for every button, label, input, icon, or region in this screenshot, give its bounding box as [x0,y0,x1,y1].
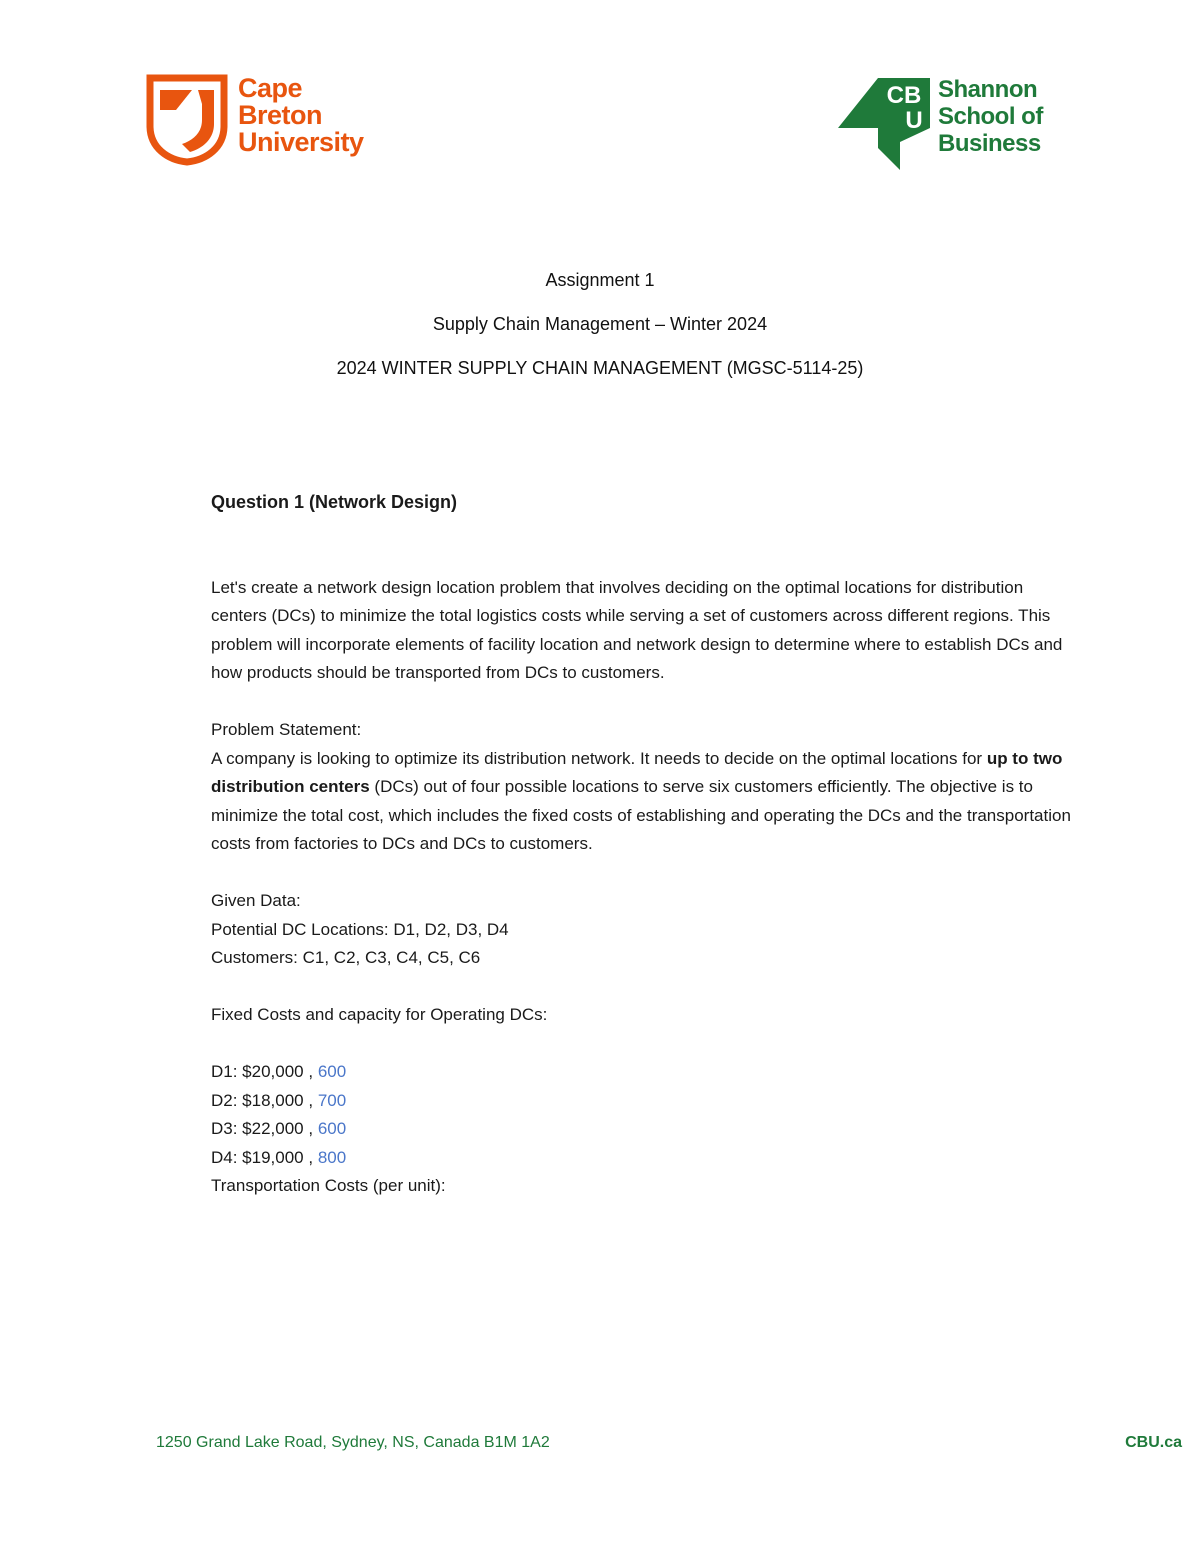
shannon-wordmark-line-1: Shannon [938,76,1038,103]
dc-capacity-value: 700 [317,1090,347,1110]
problem-text-part-1: A company is looking to optimize its distribution network. It needs to decide on the optimal locations for [211,748,987,768]
shannon-wordmark-line-2: School of [938,103,1043,130]
shannon-wordmark-line-3: Business [938,130,1041,157]
footer-address: 1250 Grand Lake Road, Sydney, NS, Canada B1M 1A2 [156,1434,550,1451]
footer-website: CBU.ca [1125,1434,1182,1451]
shannon-mark-letters-bottom: U [905,107,923,134]
dc-capacity-value: 800 [317,1147,347,1167]
customers-line: Customers: C1, C2, C3, C4, C5, C6 [211,948,481,967]
dc-capacity-value: 600 [317,1119,347,1138]
dc-cost-line [211,1115,1071,1144]
course-code: 2024 WINTER SUPPLY CHAIN MANAGEMENT (MGSC-5114-25) [336,358,864,378]
problem-statement-paragraph [211,745,1071,859]
dc-cost-text: D4: $19,000 , [211,1147,318,1167]
intro-paragraph: Let's create a network design location problem that involves deciding on the optimal locations for distribution centers (DCs) to minimize the total logistics costs while serving a set of customers across different regions. This problem will incorporate elements of facility location and network design to determine where to establish DCs and how products should be transported from DCs to customers. [211,577,1063,682]
cbu-shield-icon [146,74,228,166]
shannon-mark-letters-top: CB [886,82,922,109]
dc-cost-line [211,1144,1071,1173]
dc-cost-text: D3: $22,000 , [211,1119,318,1138]
shannon-mark-icon [838,76,934,172]
transport-costs-label: Transportation Costs (per unit): [211,1176,446,1195]
shannon-school-logo [838,76,1068,172]
dc-capacity-value: 600 [317,1062,347,1081]
dc-cost-line [211,1087,1071,1116]
assignment-title: Assignment 1 [545,270,655,290]
dc-cost-text: D1: $20,000 , [211,1062,318,1081]
document-body [211,488,1071,1201]
course-subtitle: Supply Chain Management – Winter 2024 [432,314,768,334]
fixed-costs-label: Fixed Costs and capacity for Operating DCs: [211,1005,548,1024]
question-title: Question 1 (Network Design) [211,492,458,512]
shannon-wordmark [938,76,1043,157]
dc-cost-line [211,1058,1071,1087]
cape-breton-university-logo [146,74,386,166]
cbu-wordmark-line-3: University [238,127,364,157]
dc-cost-text: D2: $18,000 , [211,1090,318,1110]
problem-text-emphasis: up to two distribution centers [211,748,1063,796]
cbu-wordmark-line-1: Cape [238,73,303,103]
given-data-label: Given Data: [211,891,301,910]
cbu-wordmark [238,75,364,156]
problem-text-part-2: (DCs) out of four possible locations to serve six customers efficiently. The objective is to minimize the total cost, which includes the fixed costs of establishing and operating the DCs and the transportation costs from factories to DCs and DCs to customers. [211,777,1071,853]
cbu-wordmark-line-2: Breton [238,100,322,130]
problem-statement-label: Problem Statement: [211,720,362,739]
dc-locations-line: Potential DC Locations: D1, D2, D3, D4 [211,919,509,939]
